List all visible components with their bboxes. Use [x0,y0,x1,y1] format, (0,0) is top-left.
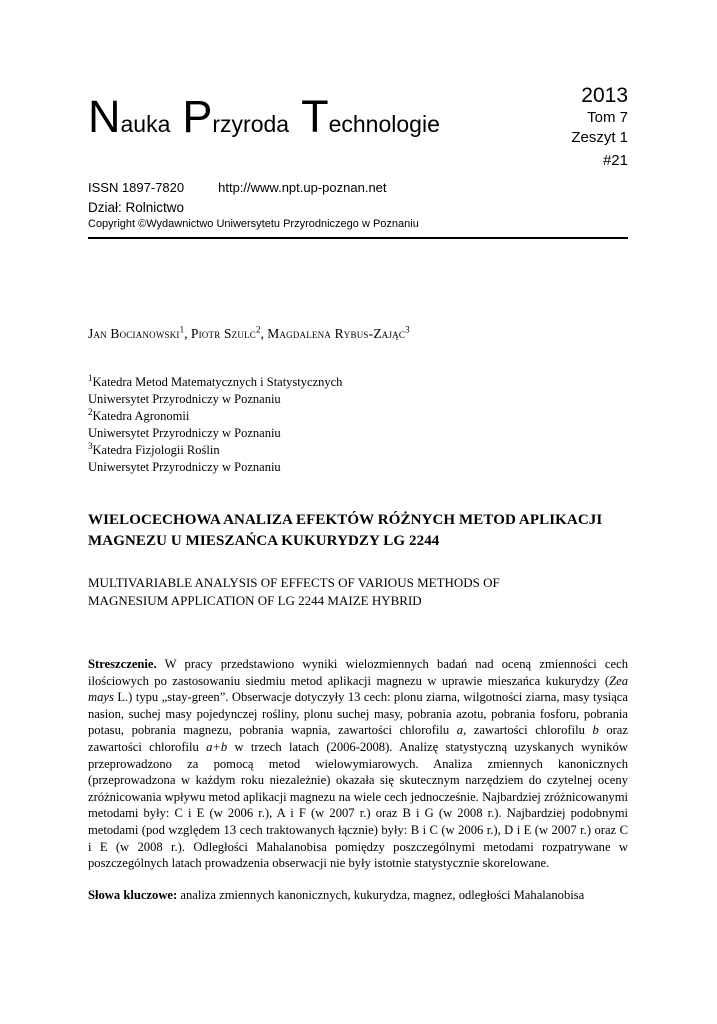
issn: ISSN 1897-7820 [88,180,185,195]
article-title-en: MULTIVARIABLE ANALYSIS OF EFFECTS OF VARIOUS METHODS OF MAGNESIUM APPLICATION OF LG 2244 MAIZE HYBRID [88,575,500,608]
affiliation-inst: Uniwersytet Przyrodniczy w Poznaniu [88,460,281,474]
affiliations [88,374,628,476]
affiliation-inst: Uniwersytet Przyrodniczy w Poznaniu [88,426,281,440]
author-separator: , [184,326,191,341]
copyright-notice: Copyright ©Wydawnictwo Uniwersytetu Przyrodniczego w Poznaniu [88,218,419,230]
authors-line [88,325,628,342]
affiliation [88,374,628,408]
journal-issue: Zeszyt 1 [571,129,628,146]
journal-header [88,84,628,239]
journal-year: 2013 [581,84,628,107]
affiliation-sup: 3 [88,440,93,451]
affiliation-dept: $^1$Katedra Metod Matematycznych i Statystycznych [88,372,343,389]
affiliation [88,442,628,476]
affiliation-sup: 1 [88,372,93,383]
author-affiliation-sup: 2 [255,324,261,335]
author: Magdalena Rybus-Zając$^3$ [267,324,410,341]
affiliation-dept: $^3$Katedra Fizjologii Roślin [88,440,220,457]
article-body [88,325,628,903]
abstract-text: W pracy przedstawiono wyniki wielozmiennych badań nad oceną zmienności cech ilościowych po zastosowaniu siedmiu metod aplikacji magnezu w uprawie mieszańca kukurydzy (Zea mays L.) typu „stay-green”. Obserwacje dotyczyły 13 cech: plonu ziarna, wilgotności ziarna, masy tysiąca nasion, suchej masy pojedynczej rośliny, plonu suchej masy, pobrania azotu, pobrania fosforu, pobrania potasu, pobrania magnezu, pobrania wapnia, zawartości chlorofilu a, zawartości chlorofilu b oraz zawartości chlorofilu a+b w trzech latach (2006-2008). Analizę statystyczną uzyskanych wyników przeprowadzono za pomocą metod wielowymiarowych. Analiza zmiennych kanonicznych (przeprowadzona w każdym roku niezależnie) okazała się skutecznym narzędziem do czytelnej oceny zróżnicowania wpływu metod aplikacji magnezu na wiele cech jednocześnie. Najbardziej zróżnicowanymi metodami były: C i E (w 2006 r.), A i F (w 2007 r.) oraz B i G (w 2008 r.). Najbardziej podobnymi metodami (pod względem 13 cech traktowanych łącznie) były: B i C (w 2006 r.), D i E (w 2007 r.) oraz C i E (w 2008 r.). Odległości Mahalanobisa pomiędzy poszczególnymi metodami rozpatrywane w poszczególnych latach prowadzenia obserwacji nie były istotnie statystycznie skorelowane. [88,657,628,871]
author-affiliation-sup: 3 [405,324,410,335]
journal-name [88,84,452,142]
header-rule [88,237,628,239]
abstract [88,656,628,872]
journal-word-przyroda: Przyroda [182,91,290,142]
affiliation-sup: 2 [88,406,93,417]
section-label: Dział: Rolnictwo [88,200,185,215]
affiliation [88,408,628,442]
journal-volume: Tom 7 [587,109,628,126]
abstract-label: Streszczenie. [88,657,157,671]
author: Jan Bocianowski$^1$, [88,324,191,341]
keywords [88,887,628,904]
journal-word-technologie: Technologie [301,91,440,142]
author-affiliation-sup: 1 [179,324,185,335]
affiliation-inst: Uniwersytet Przyrodniczy w Poznaniu [88,392,281,406]
keywords-text: analiza zmiennych kanonicznych, kukurydza, magnez, odległości Mahalanobisa [180,887,585,902]
author-separator: , [260,326,268,341]
article-title-pl: WIELOCECHOWA ANALIZA EFEKTÓW RÓŻNYCH METOD APLIKACJI MAGNEZU U MIESZAŃCA KUKURYDZY LG 2244 [88,512,603,549]
journal-masthead [88,84,628,171]
article-number: #21 [602,152,628,169]
author: Piotr Szulc$^2$, [190,324,268,341]
issue-block [571,84,628,171]
affiliation-dept: $^2$Katedra Agronomii [88,406,190,423]
issn-row [88,180,628,195]
keywords-label: Słowa kluczowe: [88,887,178,902]
journal-url-link[interactable]: http://www.npt.up-poznan.net [218,180,387,195]
journal-word-nauka: Nauka [88,91,171,142]
